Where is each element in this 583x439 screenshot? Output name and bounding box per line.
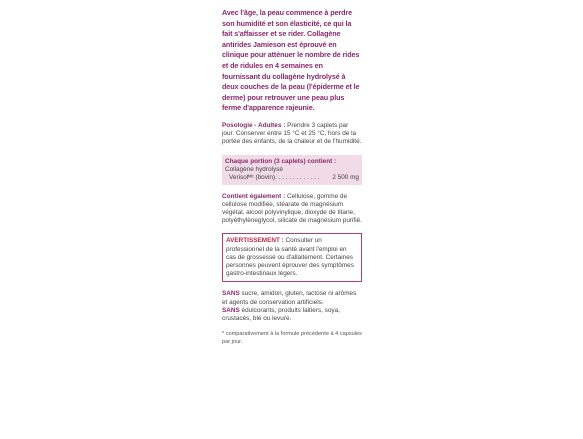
- ingredient-leader-dots: . . . . . . . . . . . . .: [275, 173, 320, 181]
- posology-section: [222, 122, 362, 147]
- label-text-column: [222, 8, 362, 346]
- also-contains-label: Contient également :: [222, 192, 286, 200]
- ingredient-name: Verisolᴹᶜ (bovin): [229, 173, 276, 181]
- warning-text: Consulter un professionnel de la santé avant l'emploi en cas de grossesse ou d'allaitement. Certaines personnes peuvent éprouver des symptômes gastro-intestinaux légers.: [226, 237, 354, 278]
- also-contains-section: [222, 193, 362, 226]
- also-contains-text: Cellulose, gomme de cellulose modifiée, stéarate de magnésium végétal, alcool polyvinylique, dioxyde de titane, polyéthylèneglycol, silicate de magnésium purifié.: [222, 192, 362, 225]
- footnote: * comparativement à la formule précédente à 4 capsules par jour.: [222, 331, 362, 345]
- free-of-label-2: SANS: [222, 306, 240, 314]
- free-of-section: [222, 290, 362, 323]
- posology-label: Posologie - Adultes :: [222, 121, 286, 129]
- warning-label: AVERTISSEMENT :: [226, 237, 284, 245]
- warning-box: [222, 233, 362, 282]
- free-of-label-1: SANS: [222, 290, 240, 298]
- portion-subheading: Collagène hydrolysé: [225, 165, 283, 173]
- intro-paragraph: Avec l'âge, la peau commence à perdre son humidité et son élasticité, ce qui la fait s'affaisser et se rider. Collagène antirides Jamieson est éprouvé en clinique pour atténuer le nombre de rides et de ridules en 4 semaines en fournissant du collagène hydrolysé à deux couches de la peau (l'épiderme et le derme) pour retrouver une peau plus ferme d'apparence rajeunie.: [222, 8, 360, 113]
- ingredient-amount: 2 500 mg: [332, 173, 359, 181]
- portion-ingredient-row: [225, 174, 359, 182]
- free-of-text-1: sucre, amidon, gluten, lactose ni arômes et agents de conservation artificiels.: [222, 290, 357, 306]
- portion-box: [222, 155, 362, 185]
- free-of-text-2: édulcorants, produits laitiers, soya, crustacés, blé ou levure.: [222, 306, 340, 322]
- posology-text: Prendre 3 caplets par jour. Conserver entre 15 °C et 25 °C, hors de la portée des enfants, de la chaleur et de l'humidité.: [222, 121, 362, 146]
- portion-header: Chaque portion (3 caplets) contient :: [225, 157, 337, 165]
